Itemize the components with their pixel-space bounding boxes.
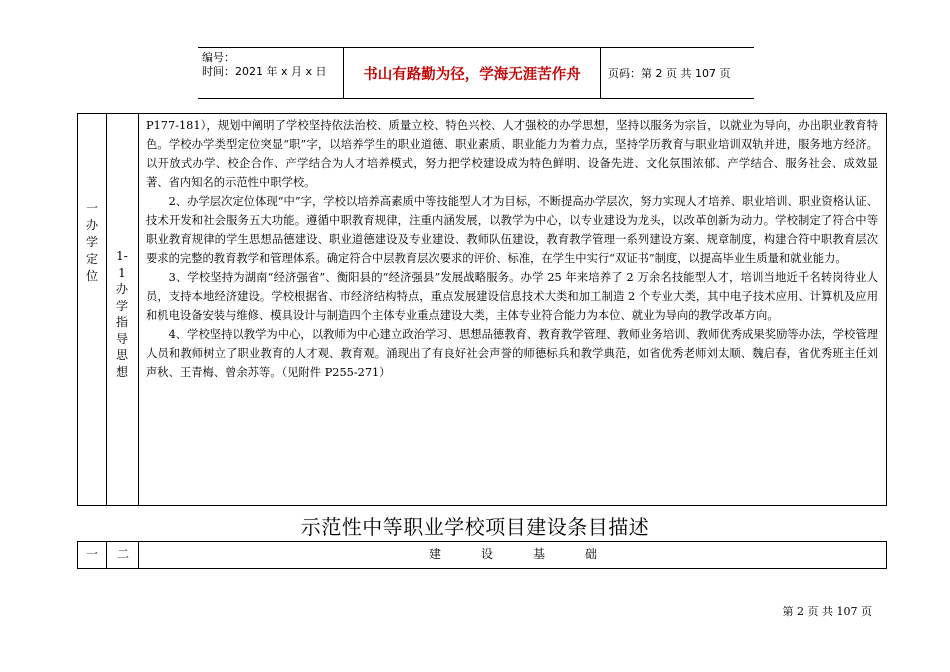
header-meta [202,51,342,79]
table-divider-2 [138,113,139,506]
section-title: 示范性中等职业学校项目建设条目描述 [300,515,650,539]
subcategory-label [108,248,136,380]
page-footer: 第 2 页 共 107 页 [782,605,872,618]
row2-heading: 建设基础 [428,547,637,561]
second-table-divider-1 [106,541,107,569]
paragraph-2: 2、办学层次定位体现“中”字，学校以培养高素质中等技能型人才为目标，不断提高办学层次，努力实现人才培养、职业培训、职业资格认证、技术开发和社会服务五大功能。遵循中职教育规律，注重内涵发展，以教学为中心，以专业建设为龙头，以改革创新为动力。学校制定了符合中等职业教育规律的学生思想品德建设、职业道德建设及专业建设、教师队伍建设，教育教学管理一系列建设方案、规章制度，构建合符中职教育层次要求的完整的教育教学和管理体系。确定符合中层教育层次要求的评价、标准，在学生中实行“双证书”制度，以提高毕业生质量和就业能力。 [146,195,878,265]
header-motto: 书山有路勤为径，学海无涯苦作舟 [343,48,601,98]
paragraph-1: P177-181），规划中阐明了学校坚持依法治校、质量立校、特色兴校、人才强校的办学思想，坚持以服务为宗旨，以就业为导向，办出职业教育特色。学校办学类型定位突显“职”字，以培养学生的职业道德、职业素质、职业能力为着力点，坚持学历教育与职业培训双轨并进，服务地方经济。以开放式办学、校企合作、产学结合为人才培养模式，努力把学校建设成为特色鲜明、设备先进、文化氛围浓郁、产学结合、服务社会、成效显著、省内知名的示范性中职学校。 [146,119,878,189]
time-label: 时间：2021 年 x 月 x 日 [202,65,327,78]
category-label [79,200,105,285]
page-header [198,47,754,99]
paragraph-3: 3、学校坚持为湖南“经济强省”、衡阳县的“经济强县”发展战略服务。办学 25 年来培养了 2 万余名技能型人才，培训当地近千名转岗待业人员，支持本地经济建设。学校根据省、市经济结构特点，重点发展建设信息技术大类和加工制造 2 个专业大类，其中电子技术应用、计算机及应用和机电设备安装与维修、模具设计与制造四个主体专业重点建设大类，主体专业符合能力为本位、就业为导向的教学改革方向。 [146,271,878,322]
code-label: 编号： [202,51,235,64]
header-page-info: 页码：第 2 页 共 107 页 [608,67,731,80]
second-table-divider-2 [138,541,139,569]
table-divider-1 [106,113,107,506]
row2-col1: 一 [85,547,98,561]
subcategory-text: 1-1 办学指导思想 [115,249,128,379]
category-text: 一办学定位 [85,201,98,283]
table-body-text [146,116,878,382]
paragraph-4: 4、学校坚持以教学为中心，以教师为中心建立政治学习、思想品德教育、教育教学管理、教师业务培训、教师优秀成果奖励等办法，学校管理人员和教师树立了职业教育的人才观、教育观。涌现出了有良好社会声誉的师德标兵和教学典范，如省优秀老师刘太顺、魏启春，省优秀班主任刘声秋、王青梅、曾余苏等。（见附件 P255-271） [146,328,878,379]
row2-col2: 二 [116,547,129,561]
